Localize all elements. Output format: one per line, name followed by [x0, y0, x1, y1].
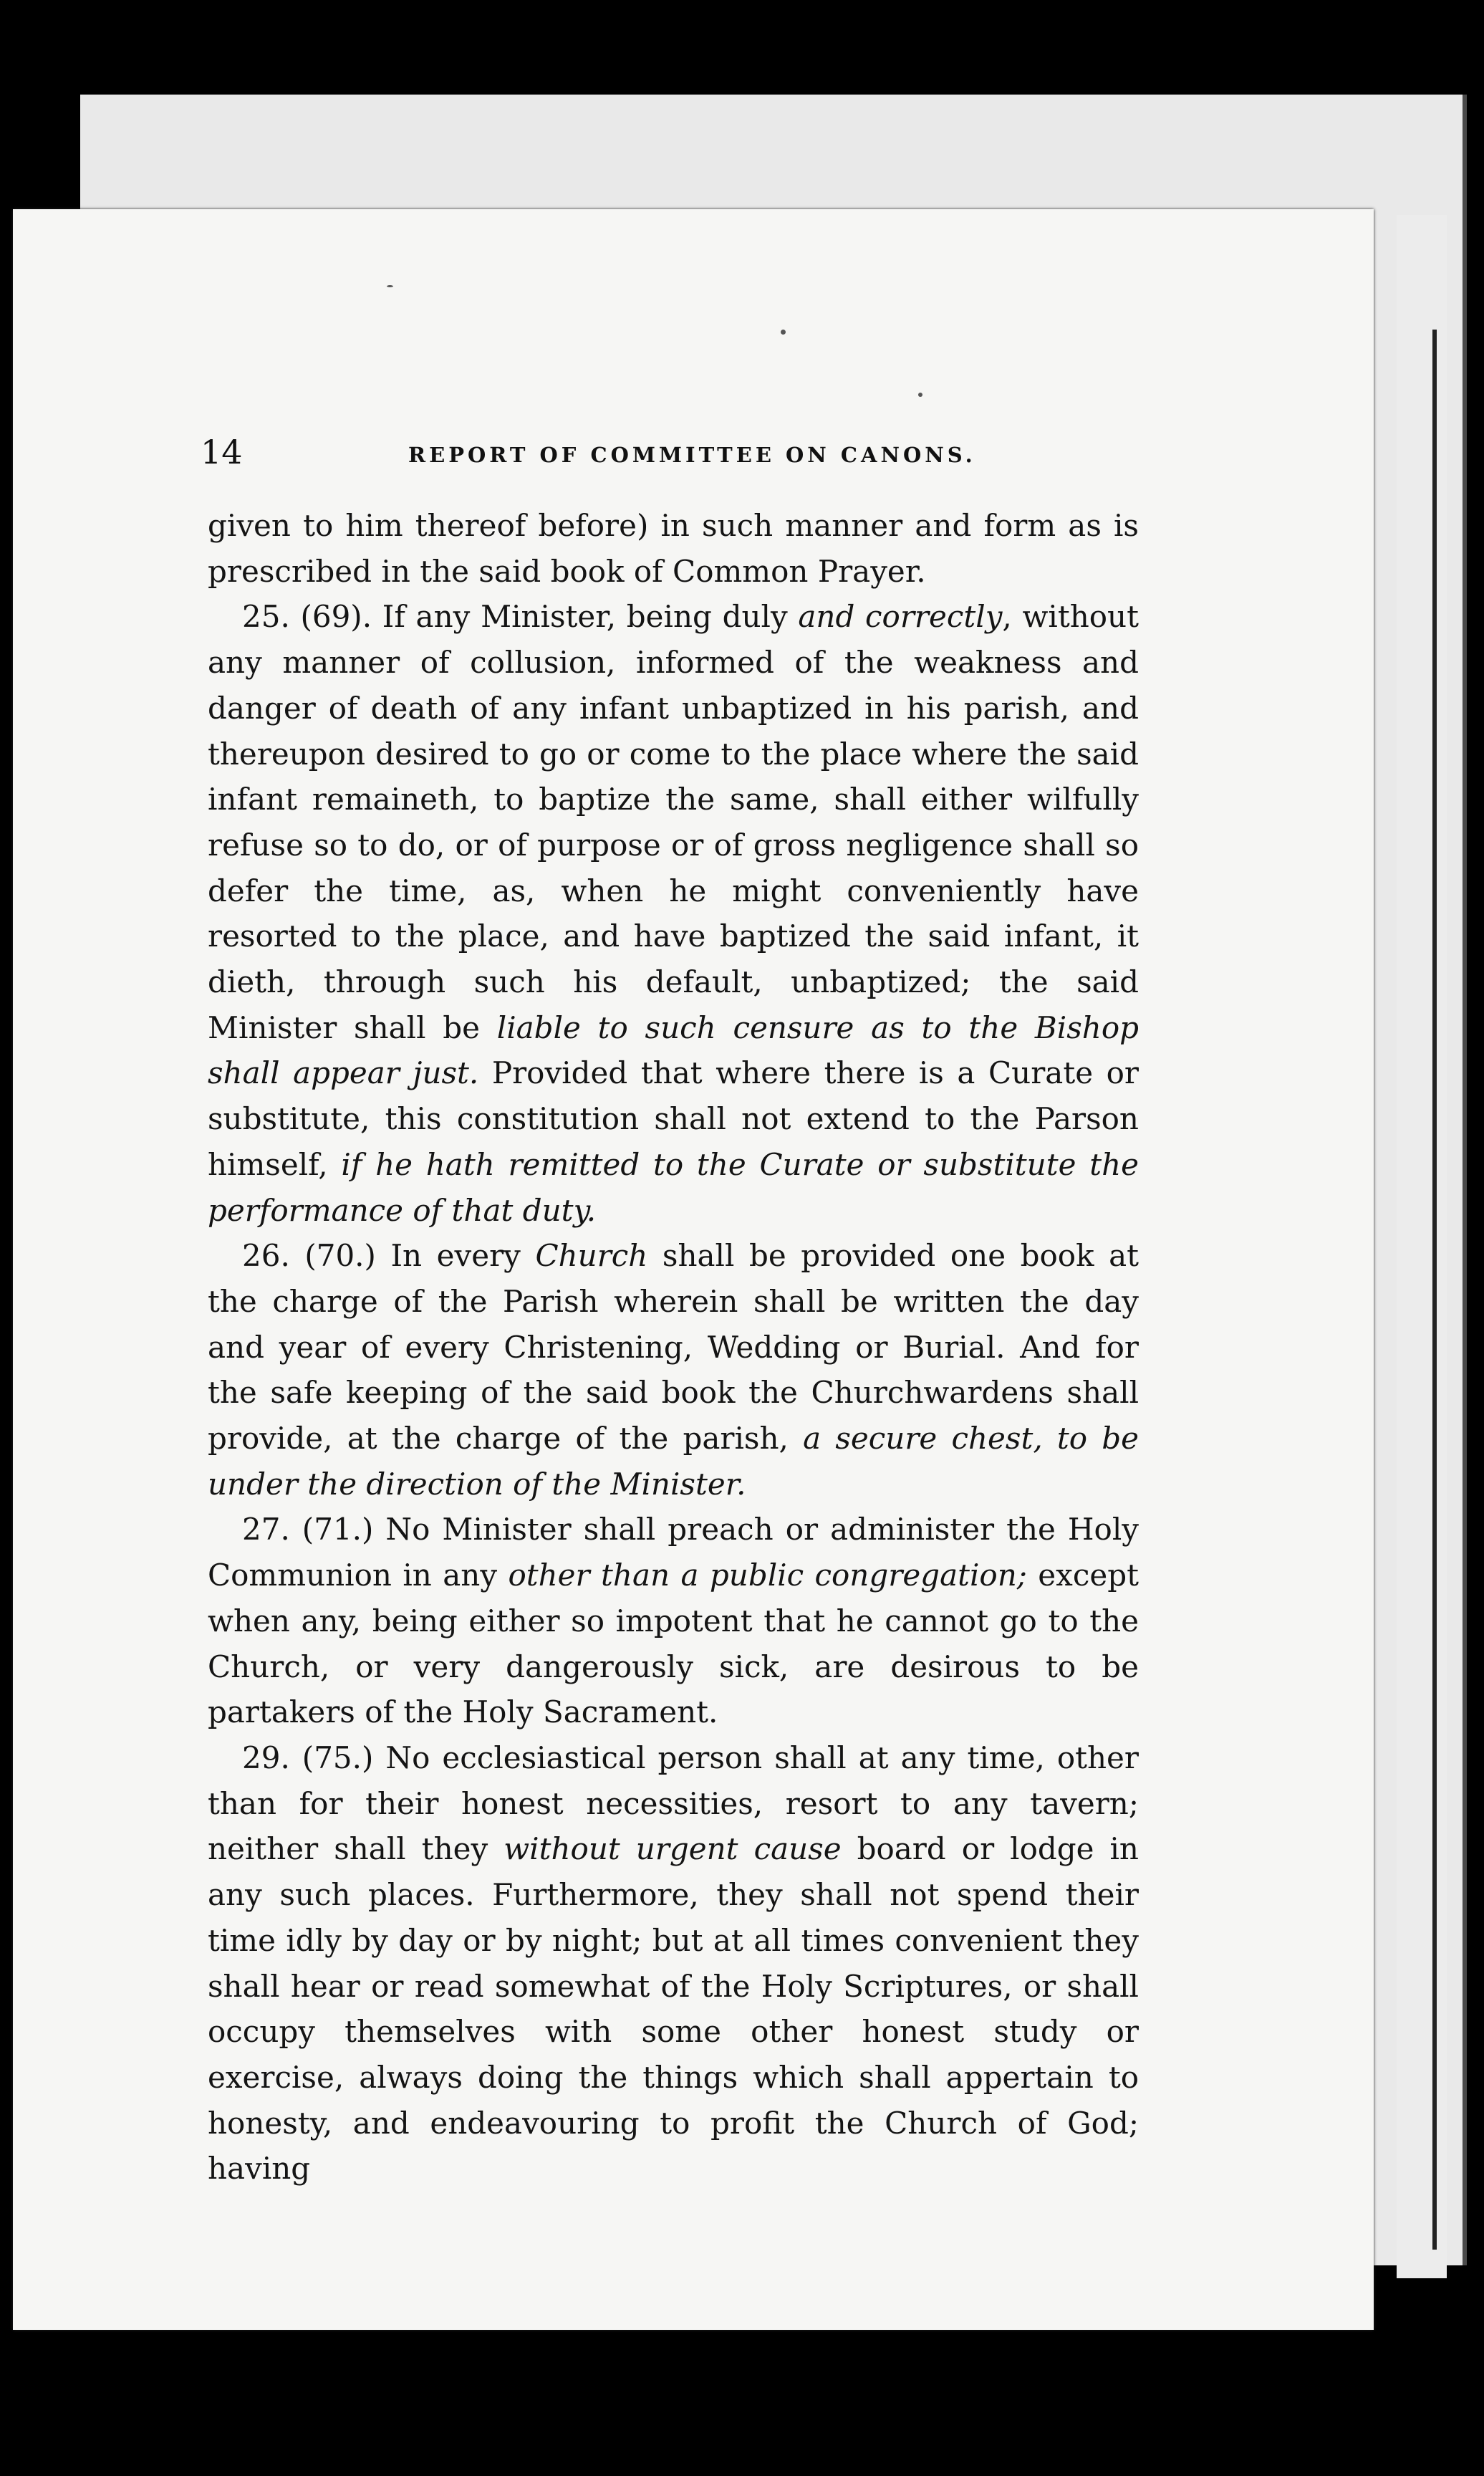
text-segment: 29. (75.) No ecclesiastical person shall at any time, other than for their honest necessities, resort to any tavern; neither shall they [208, 1740, 1139, 1867]
text-segment: , without any manner of collusion, informed of the weakness and danger of death of any infant unbaptized in his parish, and thereupon desired to go or come to the place where the said infant remaineth, to baptize the same, shall either wilfully refuse so to do, or of purpose or of gross negligence shall so defer the time, as, when he might conveniently have resorted to the place, and have baptized the said infant, it dieth, through such his default, unbaptized; the said Minister shall be [208, 599, 1139, 1045]
italic-text: and correctly [798, 599, 1003, 635]
text-segment: shall be provided one book at the charge of the Parish wherein shall be written the day and year of every Christening, Wedding or Burial. And for the safe keeping of the said book the Churchwardens shall provide, at the charge of the parish, [208, 1238, 1139, 1457]
text-segment: 26. (70.) In every [242, 1238, 536, 1274]
body-text [208, 503, 1139, 2192]
text-segment: board or lodge in any such places. Furthermore, they shall not spend their time idly by day or by night; but at all times convenient they shall hear or read somewhat of the Holy Scriptures, or shall occupy themselves with some other honest study or exercise, always doing the things which shall appertain to honesty, and endeavouring to profit the Church of God; having [208, 1831, 1139, 2187]
italic-text: if he hath remitted to the Curate or substitute the performance of that duty. [208, 1146, 1139, 1228]
text-segment: Provided that where there is a Curate or substitute, this constitution shall not extend to the Parson himself, [208, 1055, 1139, 1182]
page-number: 14 [201, 433, 243, 471]
italic-text: liable to such censure as to the Bishop shall appear just. [208, 1009, 1139, 1091]
italic-text: a secure chest, to be under the direction of the Minister. [208, 1421, 1139, 1502]
page-header [201, 433, 1153, 476]
italic-text: without urgent cause [504, 1831, 842, 1867]
text-segment: 25. (69). If any Minister, being duly [242, 599, 799, 635]
paragraph-canon-25 [208, 594, 1139, 1233]
dust-speck [781, 330, 786, 335]
paragraph-canon-29 [208, 1735, 1139, 2192]
page-edge-line [1432, 330, 1437, 2250]
text-segment: given to him thereof before) in such manner and form as is prescribed in the said book of Common Prayer. [208, 508, 1139, 589]
paragraph-canon-26 [208, 1233, 1139, 1507]
text-segment: except when any, being either so impotent that he cannot go to the Church, or very dangerously sick, are desirous to be partakers of the Holy Sacrament. [208, 1558, 1139, 1730]
page-edge-strip [1397, 215, 1447, 2278]
paragraph-canon-27 [208, 1507, 1139, 1735]
dust-speck [387, 285, 393, 287]
italic-text: Church [535, 1238, 648, 1274]
italic-text: other than a public congregation; [508, 1558, 1027, 1593]
dust-speck [918, 393, 922, 397]
text-segment: 27. (71.) No Minister shall preach or administer the Holy Communion in any [208, 1512, 1139, 1593]
paragraph-carryover [208, 503, 1139, 594]
running-head: REPORT OF COMMITTEE ON CANONS. [408, 443, 976, 467]
